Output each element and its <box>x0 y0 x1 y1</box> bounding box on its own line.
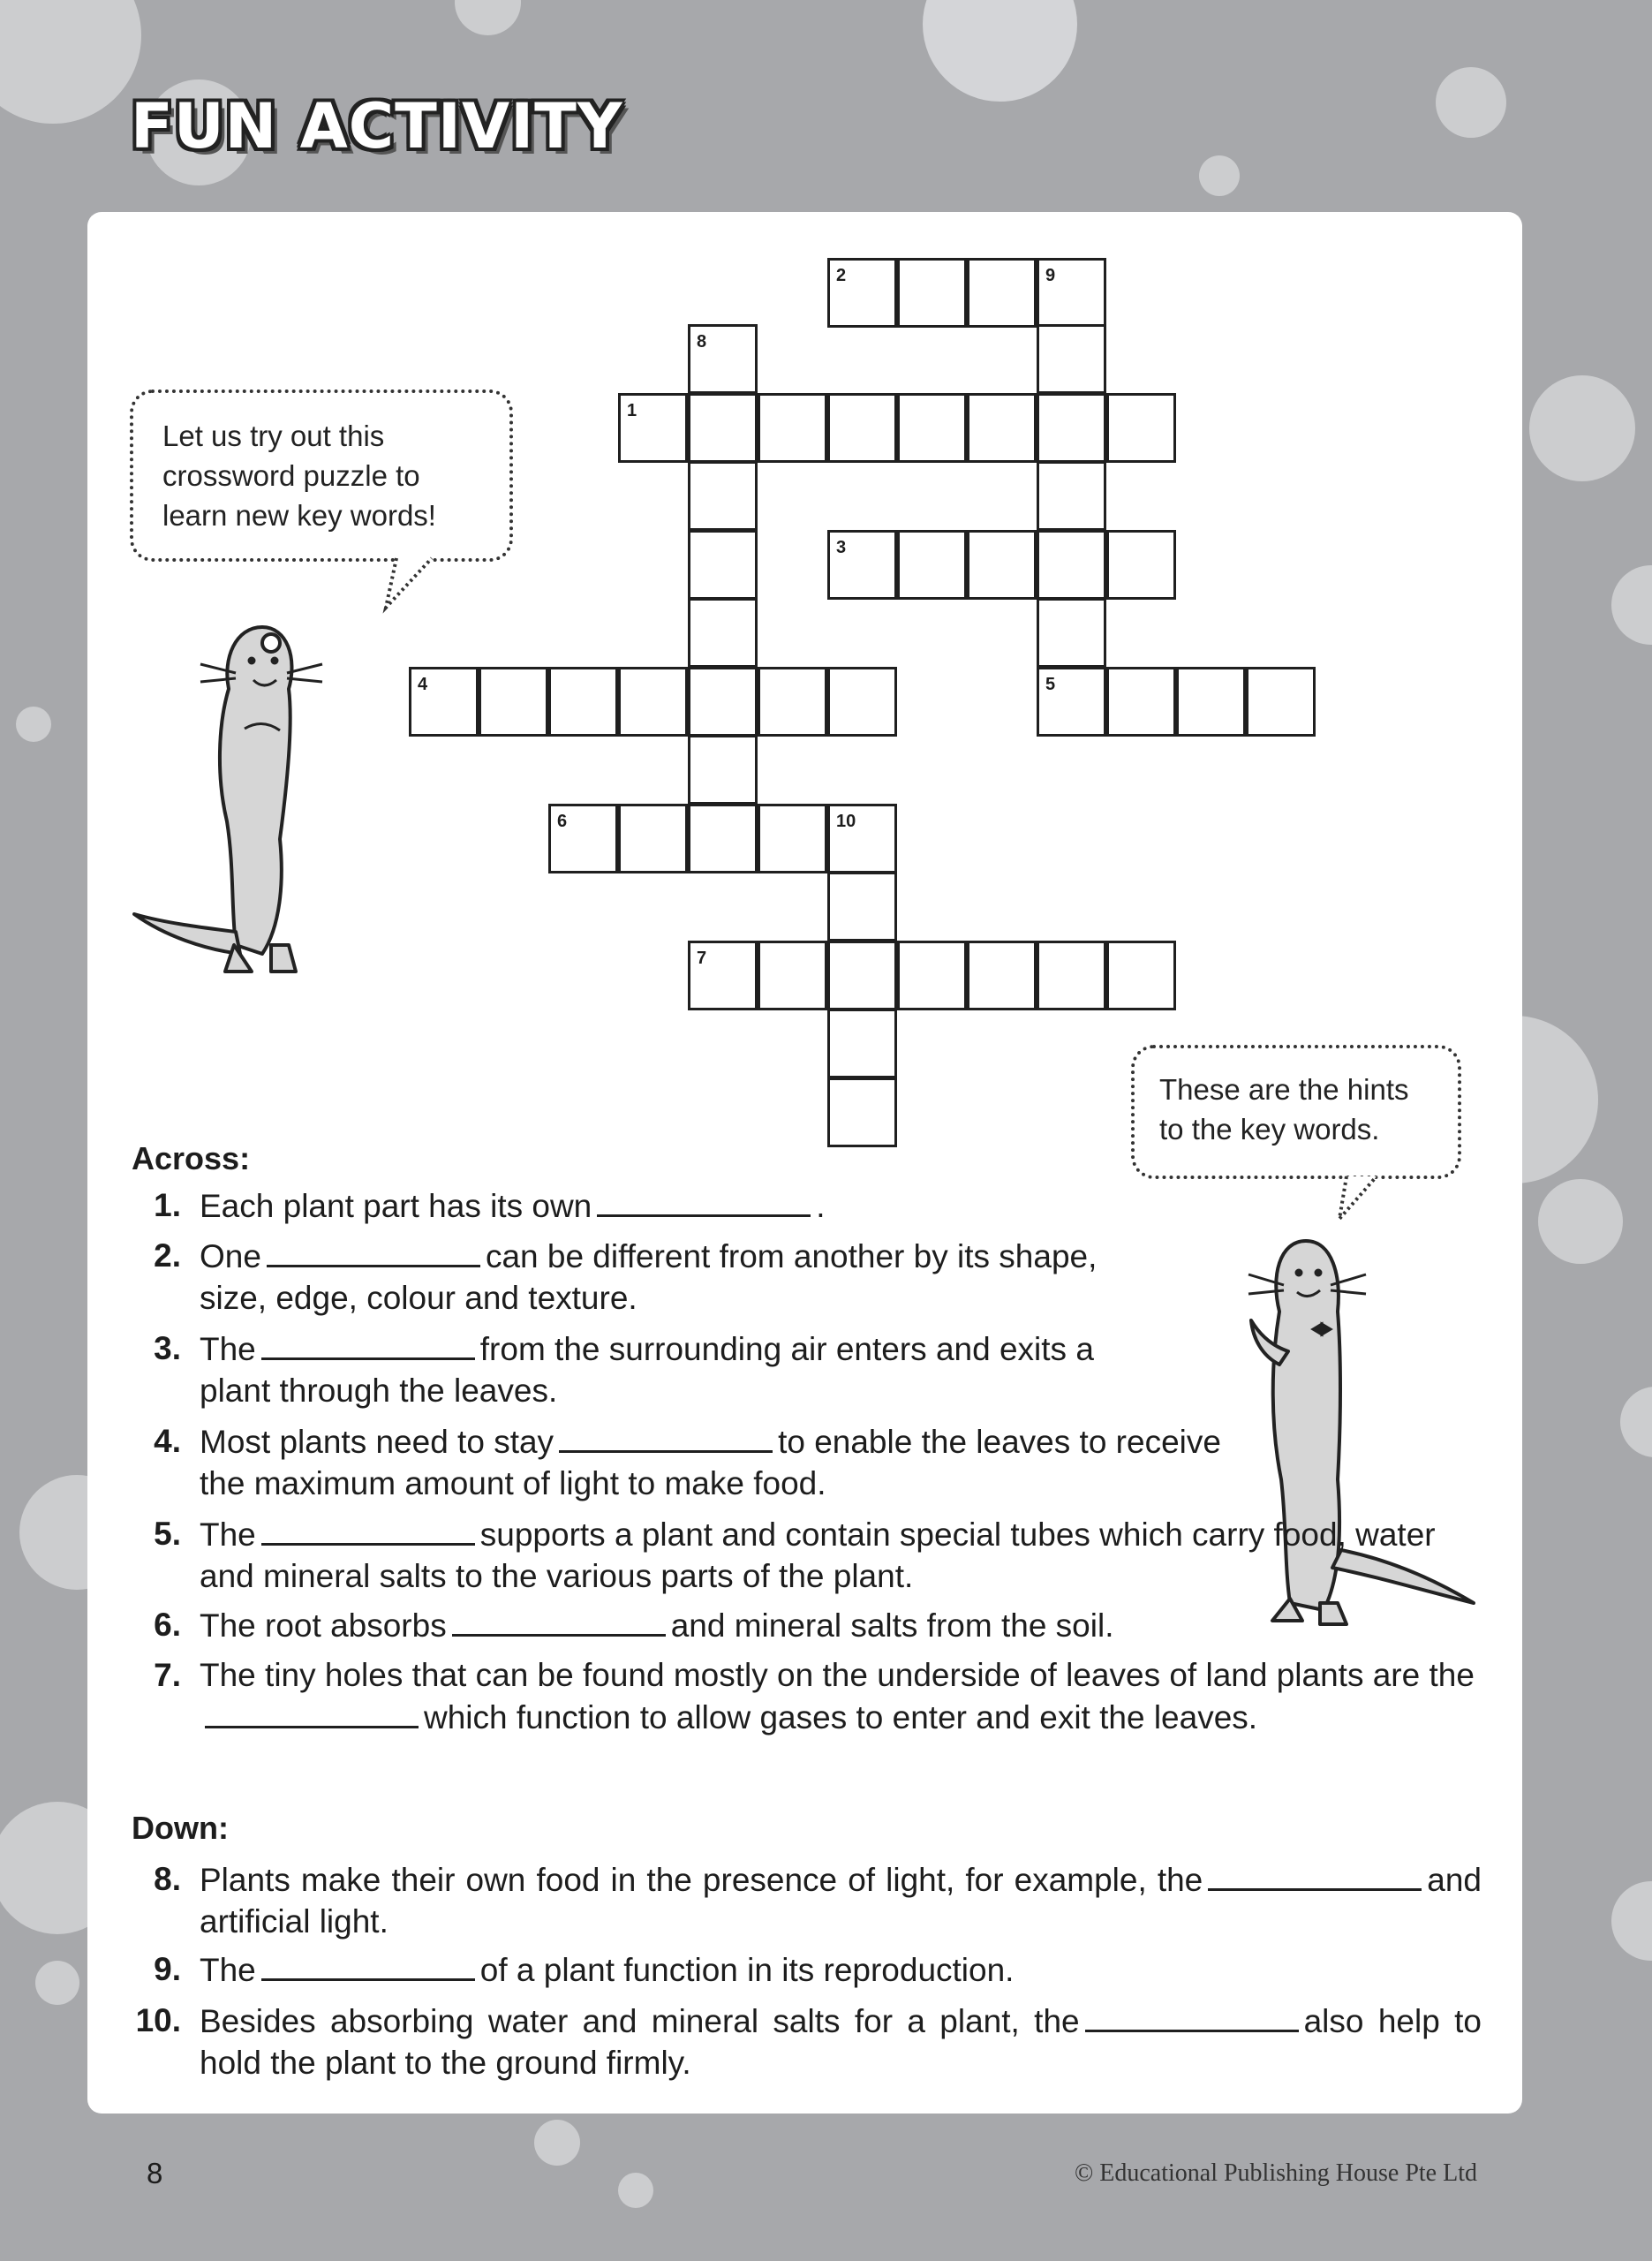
crossword-cell[interactable] <box>548 804 618 873</box>
crossword-cell[interactable] <box>758 941 827 1010</box>
background-bubble <box>534 2120 580 2166</box>
background-bubble <box>1538 1179 1623 1264</box>
background-bubble <box>1611 1881 1652 1961</box>
crossword-cell[interactable] <box>1037 598 1106 668</box>
crossword-cell[interactable] <box>688 530 758 600</box>
background-bubble <box>1199 155 1240 196</box>
clue-number: 3 <box>836 538 847 557</box>
crossword-cell[interactable] <box>827 941 897 1010</box>
clue-text: to enable the leaves to receive the maximum amount of light to make food. <box>200 1424 1221 1501</box>
crossword-cell[interactable] <box>688 393 758 463</box>
clue-text: The <box>200 1516 256 1553</box>
clue-text: Besides absorbing water and mineral salts for a plant, the <box>200 2003 1080 2039</box>
answer-blank[interactable] <box>261 1513 475 1546</box>
clue-number: 1 <box>627 401 637 420</box>
clue-number: 6 <box>557 812 568 831</box>
crossword-cell[interactable] <box>758 667 827 737</box>
crossword-cell[interactable] <box>688 324 758 394</box>
crossword-cell[interactable] <box>897 393 967 463</box>
answer-blank[interactable] <box>559 1420 773 1453</box>
crossword-cell[interactable] <box>1037 530 1106 600</box>
clue-item <box>131 1184 1164 1227</box>
clue-number: 4 <box>418 675 428 694</box>
speech-bubble-left <box>130 389 513 562</box>
answer-blank[interactable] <box>267 1235 480 1267</box>
crossword-cell[interactable] <box>688 461 758 531</box>
background-bubble <box>923 0 1077 102</box>
clue-item <box>131 1858 1482 1942</box>
background-bubble <box>16 707 51 742</box>
crossword-cell[interactable] <box>827 1009 897 1078</box>
clue-item <box>131 1420 1226 1504</box>
down-heading: Down: <box>132 1810 229 1846</box>
clue-text: of a plant function in its reproduction. <box>479 1952 1015 1988</box>
clue-number-label: 4. <box>154 1423 181 1459</box>
crossword-cell[interactable] <box>897 941 967 1010</box>
clue-text: The <box>200 1952 256 1988</box>
crossword-cell[interactable] <box>827 1078 897 1147</box>
background-bubble <box>1436 67 1506 138</box>
clue-text: and artificial light. <box>200 1862 1482 1940</box>
crossword-cell[interactable] <box>827 393 897 463</box>
answer-blank[interactable] <box>261 1327 475 1360</box>
clue-item <box>131 1513 1490 1597</box>
clue-number: 8 <box>697 332 707 352</box>
clue-text: which function to allow gases to enter and exit the leaves. <box>424 1699 1258 1735</box>
crossword-cell[interactable] <box>1176 667 1246 737</box>
clue-number-label: 6. <box>154 1607 181 1643</box>
clue-number-label: 5. <box>154 1516 181 1552</box>
clue-number: 7 <box>697 949 707 968</box>
clue-number: 9 <box>1045 266 1056 285</box>
speech-text: Let us try out this crossword puzzle to learn new key words! <box>162 420 436 532</box>
background-bubble <box>1529 375 1635 481</box>
crossword-cell[interactable] <box>1037 258 1106 328</box>
crossword-cell[interactable] <box>618 667 688 737</box>
clue-text: Plants make their own food in the presence of light, for example, the <box>200 1862 1203 1898</box>
clue-text: The <box>200 1331 256 1367</box>
clue-text: can be different from another by its shape, size, edge, colour and texture. <box>200 1238 1098 1316</box>
crossword-cell[interactable] <box>1037 324 1106 394</box>
clue-text: The root absorbs <box>200 1607 447 1644</box>
crossword-cell[interactable] <box>688 598 758 668</box>
page-number: 8 <box>147 2157 163 2189</box>
clue-number-label: 9. <box>154 1951 181 1987</box>
crossword-cell[interactable] <box>967 941 1037 1010</box>
crossword-cell[interactable] <box>827 667 897 737</box>
crossword-cell[interactable] <box>827 804 897 873</box>
answer-blank[interactable] <box>261 1948 475 1981</box>
background-bubble <box>0 0 141 124</box>
crossword-cell[interactable] <box>827 530 897 600</box>
answer-blank[interactable] <box>1085 2000 1299 2032</box>
clue-number-label: 7. <box>154 1657 181 1693</box>
clue-item <box>131 2000 1482 2083</box>
crossword-cell[interactable] <box>967 530 1037 600</box>
clue-number: 10 <box>836 812 856 831</box>
crossword-cell[interactable] <box>618 393 688 463</box>
otter-illustration <box>130 574 395 1033</box>
speech-text: These are the hints to the key words. <box>1159 1073 1409 1146</box>
clue-text: One <box>200 1238 261 1274</box>
clue-number-label: 1. <box>154 1187 181 1223</box>
clue-text: also help to hold the plant to the ground firmly. <box>200 2003 1482 2081</box>
clue-item <box>131 1604 1490 1646</box>
crossword-cell[interactable] <box>967 258 1037 328</box>
answer-blank[interactable] <box>597 1184 811 1217</box>
crossword-cell[interactable] <box>1037 461 1106 531</box>
answer-blank[interactable] <box>452 1604 666 1637</box>
clue-item <box>131 1235 1164 1319</box>
crossword-cell[interactable] <box>1106 393 1176 463</box>
clue-number: 5 <box>1045 675 1056 694</box>
clue-text: and mineral salts from the soil. <box>670 1607 1114 1644</box>
background-bubble <box>1611 565 1652 645</box>
crossword-cell[interactable] <box>409 667 479 737</box>
crossword-cell[interactable] <box>897 530 967 600</box>
crossword-cell[interactable] <box>1106 941 1176 1010</box>
across-heading: Across: <box>132 1140 251 1176</box>
answer-blank[interactable] <box>205 1696 419 1728</box>
copyright-notice: © Educational Publishing House Pte Ltd <box>1074 2159 1477 2187</box>
clue-item <box>131 1948 1482 1991</box>
speech-bubble-right <box>1131 1045 1461 1179</box>
crossword-cell[interactable] <box>827 258 897 328</box>
crossword-cell[interactable] <box>1246 667 1316 737</box>
clue-text: supports a plant and contain special tubes which carry food, water and mineral salts to the various parts of the plant. <box>200 1516 1436 1594</box>
clue-number-label: 3. <box>154 1330 181 1366</box>
crossword-cell[interactable] <box>688 735 758 805</box>
crossword-cell[interactable] <box>688 667 758 737</box>
crossword-cell[interactable] <box>1106 530 1176 600</box>
background-bubble <box>1620 1387 1652 1457</box>
clue-number: 2 <box>836 266 847 285</box>
clue-text: Each plant part has its own <box>200 1188 592 1224</box>
crossword-cell[interactable] <box>548 667 618 737</box>
crossword-cell[interactable] <box>1037 667 1106 737</box>
background-bubble <box>35 1961 79 2005</box>
page-title: FUN ACTIVITY <box>131 90 623 163</box>
background-bubble <box>455 0 521 35</box>
crossword-cell[interactable] <box>758 804 827 873</box>
crossword-cell[interactable] <box>688 804 758 873</box>
crossword-cell[interactable] <box>1106 667 1176 737</box>
crossword-cell[interactable] <box>479 667 548 737</box>
crossword-cell[interactable] <box>758 393 827 463</box>
crossword-cell[interactable] <box>688 941 758 1010</box>
activity-panel <box>87 212 1522 2114</box>
clue-text: Most plants need to stay <box>200 1424 554 1460</box>
crossword-cell[interactable] <box>827 872 897 941</box>
clue-item <box>131 1654 1490 1738</box>
clue-item <box>131 1327 1164 1411</box>
background-bubble <box>618 2173 653 2208</box>
crossword-cell[interactable] <box>897 258 967 328</box>
crossword-cell[interactable] <box>1037 393 1106 463</box>
clue-text: from the surrounding air enters and exits a plant through the leaves. <box>200 1331 1094 1409</box>
crossword-cell[interactable] <box>967 393 1037 463</box>
clue-number-label: 10. <box>135 2002 181 2038</box>
clue-number-label: 8. <box>154 1861 181 1897</box>
crossword-cell[interactable] <box>618 804 688 873</box>
answer-blank[interactable] <box>1208 1858 1422 1891</box>
clue-text: The tiny holes that can be found mostly on the underside of leaves of land plants are the <box>200 1657 1475 1693</box>
clue-number-label: 2. <box>154 1237 181 1274</box>
clue-text: . <box>816 1188 826 1224</box>
crossword-cell[interactable] <box>1037 941 1106 1010</box>
